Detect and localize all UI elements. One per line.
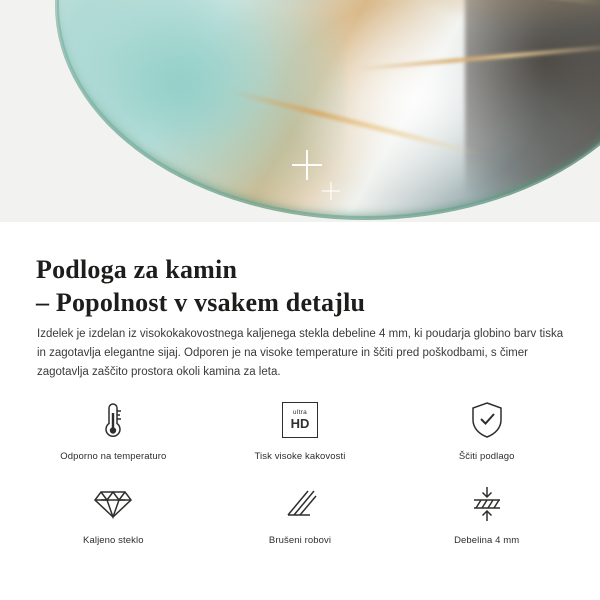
feature-label: Brušeni robovi (268, 535, 332, 546)
glass-disc-graphic (55, 0, 600, 220)
ultra-hd-badge-top: ultra (292, 408, 308, 416)
thickness-arrows-icon (468, 482, 506, 526)
hero-product-image (0, 0, 600, 222)
feature-item-surface-protection (393, 398, 580, 462)
feature-item-print-quality (207, 398, 394, 462)
headline-line-2: – Popolnost v vsakem detajlu (36, 288, 366, 318)
feature-item-temperature (20, 398, 207, 462)
feature-label: Tisk visoke kakovosti (254, 451, 346, 462)
ultra-hd-icon (282, 398, 318, 442)
feature-grid (20, 398, 580, 546)
thermometer-icon (100, 398, 126, 442)
ultra-hd-badge-bottom: HD (290, 416, 310, 432)
headline-line-1: Podloga za kamin (36, 255, 238, 285)
feature-item-tempered-glass (20, 482, 207, 546)
diamond-icon (93, 482, 133, 526)
page-title (36, 253, 576, 319)
polished-edges-icon (282, 482, 318, 526)
feature-label: Kaljeno steklo (83, 535, 144, 546)
feature-item-polished-edges (207, 482, 394, 546)
dark-ink-blob (465, 0, 600, 210)
product-description-text: Izdelek je izdelan iz visokokakovostnega kaljenega stekla debeline 4 mm, ki poudarja globino barv tiska in zagotavlja elegantne sijaj. Odporen je na visoke temperature in ščiti pred poškodbami, s čimer zagotavlja zaščito prostora okoli kamina za leta. (37, 327, 564, 378)
shield-check-icon (470, 398, 504, 442)
feature-label: Debelina 4 mm (454, 535, 520, 546)
feature-label: Ščiti podlago (458, 451, 515, 462)
feature-item-thickness (393, 482, 580, 546)
feature-label: Odporno na temperaturo (60, 451, 167, 462)
